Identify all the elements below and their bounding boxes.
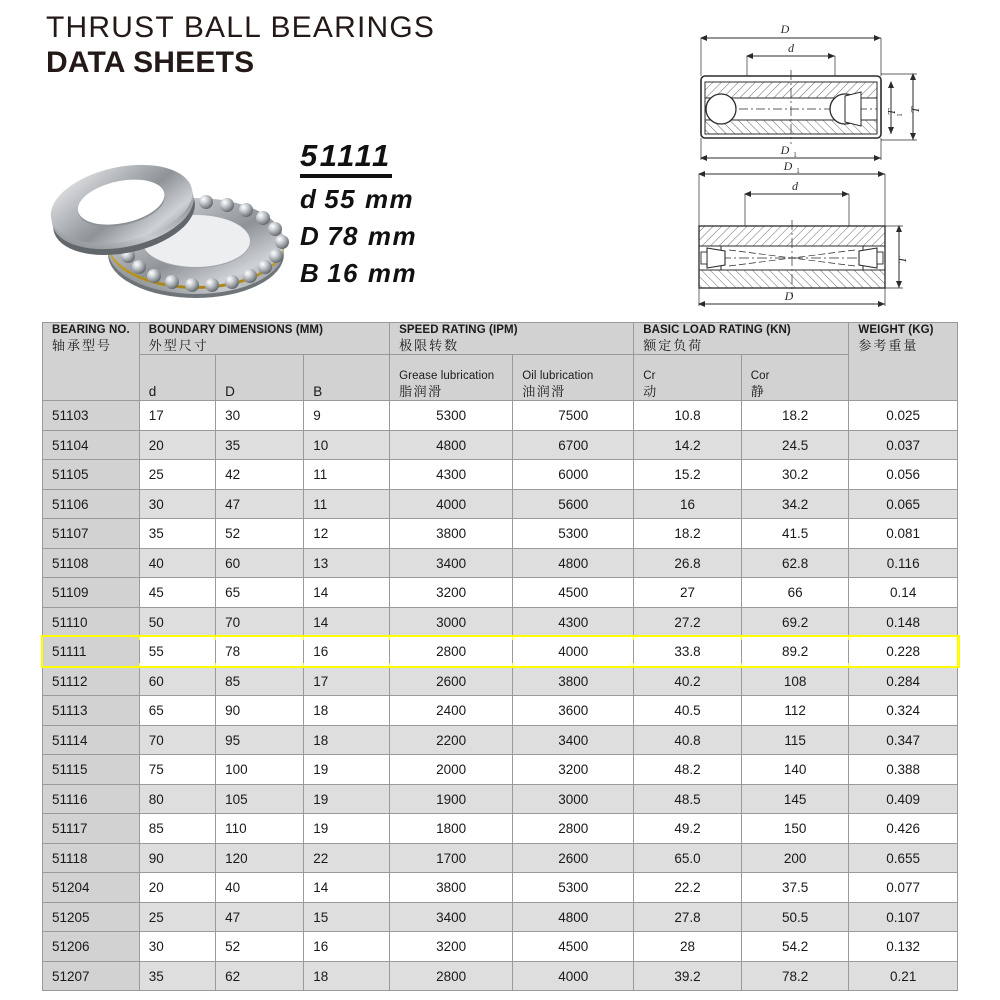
cell-d: 35 <box>139 961 215 991</box>
cell-grease: 4800 <box>390 430 513 460</box>
cell-cr: 33.8 <box>634 637 742 667</box>
cell-d: 65 <box>139 696 215 726</box>
table-row <box>43 755 958 785</box>
cell-oil: 2600 <box>513 843 634 873</box>
cell-B: 16 <box>304 637 390 667</box>
cell-D: 110 <box>216 814 304 844</box>
svg-text:1: 1 <box>796 167 800 175</box>
header-boundary-cn: 外型尺寸 <box>148 337 209 353</box>
cell-grease: 2000 <box>390 755 513 785</box>
cell-oil: 2800 <box>513 814 634 844</box>
cell-model: 51108 <box>43 548 140 578</box>
cell-cor: 34.2 <box>741 489 849 519</box>
cell-cr: 48.2 <box>634 755 742 785</box>
svg-text:d: d <box>788 41 794 55</box>
spec-dim-d-unit: mm <box>365 183 415 214</box>
cell-oil: 4300 <box>513 607 634 637</box>
cell-oil: 3200 <box>513 755 634 785</box>
header-cor-cn: 静 <box>750 383 766 399</box>
table-row <box>43 784 958 814</box>
cell-oil: 3800 <box>513 666 634 696</box>
cell-B: 11 <box>304 460 390 490</box>
cell-model: 51112 <box>43 666 140 696</box>
cell-grease: 1800 <box>390 814 513 844</box>
cell-cor: 108 <box>741 666 849 696</box>
cell-grease: 2400 <box>390 696 513 726</box>
cell-oil: 4000 <box>513 961 634 991</box>
title-secondary: DATA SHEETS <box>46 46 255 80</box>
cell-cr: 22.2 <box>634 873 742 903</box>
cell-d: 80 <box>139 784 215 814</box>
svg-text:D: D <box>784 289 794 303</box>
cell-d: 30 <box>139 932 215 962</box>
cell-d: 85 <box>139 814 215 844</box>
spec-model-number: 51111 <box>300 140 392 178</box>
cell-cor: 50.5 <box>741 902 849 932</box>
spec-dim-D-symbol: D <box>300 220 321 251</box>
cell-D: 70 <box>216 607 304 637</box>
table-row <box>43 607 958 637</box>
cell-cor: 54.2 <box>741 932 849 962</box>
table-row <box>43 548 958 578</box>
table-row <box>43 460 958 490</box>
cell-cor: 18.2 <box>741 401 849 431</box>
cell-model: 51116 <box>43 784 140 814</box>
cell-model: 51104 <box>43 430 140 460</box>
cell-D: 100 <box>216 755 304 785</box>
cell-B: 11 <box>304 489 390 519</box>
table-row <box>43 961 958 991</box>
cell-cr: 14.2 <box>634 430 742 460</box>
cell-model: 51105 <box>43 460 140 490</box>
table-row <box>43 902 958 932</box>
cell-model: 51115 <box>43 755 140 785</box>
cell-cr: 65.0 <box>634 843 742 873</box>
cell-weight: 0.228 <box>849 637 958 667</box>
cell-grease: 4300 <box>390 460 513 490</box>
header-sub-cor <box>741 355 849 401</box>
cell-D: 52 <box>216 932 304 962</box>
header-bearing-no-en: BEARING NO. <box>52 324 130 336</box>
cell-weight: 0.081 <box>849 519 958 549</box>
cell-cr: 16 <box>634 489 742 519</box>
cell-oil: 4000 <box>513 637 634 667</box>
cell-B: 13 <box>304 548 390 578</box>
cell-B: 14 <box>304 578 390 608</box>
cell-oil: 5300 <box>513 873 634 903</box>
cell-B: 17 <box>304 666 390 696</box>
cell-cr: 49.2 <box>634 814 742 844</box>
spec-dim-B-value: 16 <box>327 257 359 288</box>
cell-weight: 0.056 <box>849 460 958 490</box>
spec-dim-B-symbol: B <box>300 257 321 288</box>
cell-D: 47 <box>216 902 304 932</box>
cell-cor: 69.2 <box>741 607 849 637</box>
table-header-row-1 <box>43 323 958 355</box>
table-row <box>43 578 958 608</box>
header-oil-cn: 油润滑 <box>522 383 566 399</box>
cell-grease: 3000 <box>390 607 513 637</box>
cell-d: 55 <box>139 637 215 667</box>
cell-weight: 0.21 <box>849 961 958 991</box>
svg-text:d: d <box>792 179 798 193</box>
header-sub-grease <box>390 355 513 401</box>
cell-model: 51207 <box>43 961 140 991</box>
header-cr-en: Cr <box>643 370 656 382</box>
svg-text:D: D <box>783 159 793 173</box>
cell-cr: 10.8 <box>634 401 742 431</box>
cell-weight: 0.025 <box>849 401 958 431</box>
cell-model: 51111 <box>43 637 140 667</box>
table-header <box>43 323 958 401</box>
cell-D: 47 <box>216 489 304 519</box>
header-sub-D: D <box>216 355 304 401</box>
cell-d: 20 <box>139 430 215 460</box>
cell-d: 50 <box>139 607 215 637</box>
header-weight-cn: 参考重量 <box>858 337 919 353</box>
table-row <box>43 932 958 962</box>
table-row <box>43 401 958 431</box>
page-title <box>46 12 435 80</box>
cell-cr: 27.2 <box>634 607 742 637</box>
cell-d: 17 <box>139 401 215 431</box>
table-row <box>43 873 958 903</box>
cell-cr: 40.8 <box>634 725 742 755</box>
cell-cor: 30.2 <box>741 460 849 490</box>
cell-grease: 2800 <box>390 637 513 667</box>
cell-d: 30 <box>139 489 215 519</box>
cell-grease: 1700 <box>390 843 513 873</box>
cell-oil: 4500 <box>513 578 634 608</box>
cell-cr: 28 <box>634 932 742 962</box>
cell-cor: 78.2 <box>741 961 849 991</box>
cell-model: 51204 <box>43 873 140 903</box>
bearing-specifications-table <box>42 322 958 991</box>
cell-weight: 0.655 <box>849 843 958 873</box>
cell-weight: 0.324 <box>849 696 958 726</box>
cell-cr: 39.2 <box>634 961 742 991</box>
cell-grease: 3800 <box>390 873 513 903</box>
table-row <box>43 430 958 460</box>
cell-cor: 66 <box>741 578 849 608</box>
cell-B: 18 <box>304 696 390 726</box>
table-row <box>43 666 958 696</box>
spec-dim-d-value: 55 <box>324 183 357 214</box>
bearing-product-photo <box>44 150 300 310</box>
cell-model: 51205 <box>43 902 140 932</box>
table-header-row-2 <box>43 355 958 401</box>
cell-grease: 3400 <box>390 548 513 578</box>
cell-D: 65 <box>216 578 304 608</box>
svg-text:D: D <box>780 22 790 36</box>
table-row <box>43 814 958 844</box>
svg-text:T: T <box>895 256 909 264</box>
cell-grease: 2800 <box>390 961 513 991</box>
cell-model: 51114 <box>43 725 140 755</box>
cell-D: 95 <box>216 725 304 755</box>
cell-cr: 40.5 <box>634 696 742 726</box>
cell-D: 60 <box>216 548 304 578</box>
cell-oil: 4800 <box>513 548 634 578</box>
spec-dim-B-unit: mm <box>367 257 417 288</box>
cell-B: 14 <box>304 607 390 637</box>
cell-B: 19 <box>304 784 390 814</box>
cell-grease: 1900 <box>390 784 513 814</box>
cell-cor: 115 <box>741 725 849 755</box>
cell-oil: 6700 <box>513 430 634 460</box>
cell-B: 22 <box>304 843 390 873</box>
product-spec-block <box>300 140 417 289</box>
header-sub-B: B <box>304 355 390 401</box>
header-oil-en: Oil lubrication <box>522 370 594 382</box>
header-weight-en: WEIGHT (KG) <box>858 324 934 336</box>
cell-weight: 0.14 <box>849 578 958 608</box>
cell-cr: 48.5 <box>634 784 742 814</box>
header-speed-rating <box>390 323 634 355</box>
header-cr-cn: 动 <box>643 383 658 399</box>
svg-text:D: D <box>780 143 790 157</box>
table-body <box>43 401 958 991</box>
cell-D: 78 <box>216 637 304 667</box>
cell-weight: 0.132 <box>849 932 958 962</box>
cell-grease: 4000 <box>390 489 513 519</box>
cell-d: 75 <box>139 755 215 785</box>
cell-B: 15 <box>304 902 390 932</box>
cell-B: 19 <box>304 755 390 785</box>
cell-grease: 5300 <box>390 401 513 431</box>
cell-weight: 0.077 <box>849 873 958 903</box>
header-grease-en: Grease lubrication <box>399 370 495 382</box>
table-row-highlighted <box>43 637 958 667</box>
cell-D: 52 <box>216 519 304 549</box>
header-cor-en: Cor <box>750 370 770 382</box>
table-row <box>43 696 958 726</box>
header-speed-cn: 极限转数 <box>399 337 460 353</box>
cell-d: 25 <box>139 460 215 490</box>
cell-D: 90 <box>216 696 304 726</box>
cell-model: 51118 <box>43 843 140 873</box>
spec-dim-d-symbol: d <box>300 183 318 214</box>
cell-oil: 4800 <box>513 902 634 932</box>
cell-cr: 26.8 <box>634 548 742 578</box>
cell-cor: 37.5 <box>741 873 849 903</box>
cell-D: 42 <box>216 460 304 490</box>
cell-grease: 3200 <box>390 932 513 962</box>
cell-cr: 40.2 <box>634 666 742 696</box>
cell-weight: 0.284 <box>849 666 958 696</box>
cell-model: 51107 <box>43 519 140 549</box>
cell-d: 35 <box>139 519 215 549</box>
table-row <box>43 489 958 519</box>
cell-B: 14 <box>304 873 390 903</box>
cell-model: 51113 <box>43 696 140 726</box>
cell-D: 62 <box>216 961 304 991</box>
cell-oil: 7500 <box>513 401 634 431</box>
spec-dim-B <box>300 258 417 289</box>
cell-oil: 4500 <box>513 932 634 962</box>
cell-cor: 140 <box>741 755 849 785</box>
cell-B: 18 <box>304 961 390 991</box>
table-row <box>43 725 958 755</box>
title-primary: THRUST BALL BEARINGS <box>46 11 436 44</box>
cell-B: 18 <box>304 725 390 755</box>
cell-d: 45 <box>139 578 215 608</box>
header-basic-load-rating <box>634 323 849 355</box>
svg-text:1: 1 <box>896 113 904 117</box>
table-row <box>43 519 958 549</box>
cell-oil: 5600 <box>513 489 634 519</box>
cell-cor: 150 <box>741 814 849 844</box>
cell-grease: 2200 <box>390 725 513 755</box>
engineering-drawings <box>685 8 995 313</box>
cell-model: 51117 <box>43 814 140 844</box>
header-bearing-no <box>43 323 140 401</box>
cell-D: 120 <box>216 843 304 873</box>
cell-D: 40 <box>216 873 304 903</box>
header-sub-d: d <box>139 355 215 401</box>
cell-model: 51206 <box>43 932 140 962</box>
header-load-cn: 额定负荷 <box>643 337 704 353</box>
cell-weight: 0.347 <box>849 725 958 755</box>
svg-text:T: T <box>886 108 898 116</box>
cell-grease: 3400 <box>390 902 513 932</box>
cell-d: 40 <box>139 548 215 578</box>
table-row <box>43 843 958 873</box>
spec-dim-D-unit: mm <box>367 220 417 251</box>
cell-cor: 112 <box>741 696 849 726</box>
cell-cor: 41.5 <box>741 519 849 549</box>
cell-grease: 2600 <box>390 666 513 696</box>
header-speed-en: SPEED RATING (IPM) <box>399 324 518 336</box>
spec-dim-d <box>300 184 417 215</box>
cell-B: 10 <box>304 430 390 460</box>
cell-D: 85 <box>216 666 304 696</box>
cell-cor: 89.2 <box>741 637 849 667</box>
cell-cor: 145 <box>741 784 849 814</box>
spec-dim-D-value: 78 <box>327 220 359 251</box>
cell-grease: 3800 <box>390 519 513 549</box>
cell-d: 90 <box>139 843 215 873</box>
cell-weight: 0.426 <box>849 814 958 844</box>
header-weight <box>849 323 958 401</box>
cell-cr: 15.2 <box>634 460 742 490</box>
cell-model: 51106 <box>43 489 140 519</box>
svg-text:1: 1 <box>793 151 797 159</box>
spec-dim-D <box>300 221 417 252</box>
header-sub-oil <box>513 355 634 401</box>
cell-D: 30 <box>216 401 304 431</box>
cell-oil: 3000 <box>513 784 634 814</box>
cell-cr: 27.8 <box>634 902 742 932</box>
header-bearing-no-cn: 轴承型号 <box>52 337 113 353</box>
cell-weight: 0.148 <box>849 607 958 637</box>
cell-d: 70 <box>139 725 215 755</box>
cell-oil: 3400 <box>513 725 634 755</box>
cell-weight: 0.107 <box>849 902 958 932</box>
cell-model: 51109 <box>43 578 140 608</box>
cell-weight: 0.409 <box>849 784 958 814</box>
cell-d: 20 <box>139 873 215 903</box>
cell-model: 51110 <box>43 607 140 637</box>
cell-B: 19 <box>304 814 390 844</box>
cell-oil: 5300 <box>513 519 634 549</box>
cell-oil: 3600 <box>513 696 634 726</box>
cell-grease: 3200 <box>390 578 513 608</box>
cell-weight: 0.065 <box>849 489 958 519</box>
header-grease-cn: 脂润滑 <box>399 383 443 399</box>
cell-B: 12 <box>304 519 390 549</box>
svg-text:T: T <box>908 106 922 114</box>
cell-model: 51103 <box>43 401 140 431</box>
cell-cr: 18.2 <box>634 519 742 549</box>
cell-D: 35 <box>216 430 304 460</box>
header-load-en: BASIC LOAD RATING (KN) <box>643 324 791 336</box>
cell-cor: 24.5 <box>741 430 849 460</box>
cell-weight: 0.116 <box>849 548 958 578</box>
cell-cor: 62.8 <box>741 548 849 578</box>
cell-weight: 0.388 <box>849 755 958 785</box>
cell-cr: 27 <box>634 578 742 608</box>
cell-B: 9 <box>304 401 390 431</box>
cell-B: 16 <box>304 932 390 962</box>
cell-cor: 200 <box>741 843 849 873</box>
header-sub-cr <box>634 355 742 401</box>
cell-weight: 0.037 <box>849 430 958 460</box>
header-boundary-dimensions <box>139 323 389 355</box>
cell-d: 25 <box>139 902 215 932</box>
cell-d: 60 <box>139 666 215 696</box>
cell-D: 105 <box>216 784 304 814</box>
cell-oil: 6000 <box>513 460 634 490</box>
header-boundary-en: BOUNDARY DIMENSIONS (MM) <box>148 324 324 336</box>
